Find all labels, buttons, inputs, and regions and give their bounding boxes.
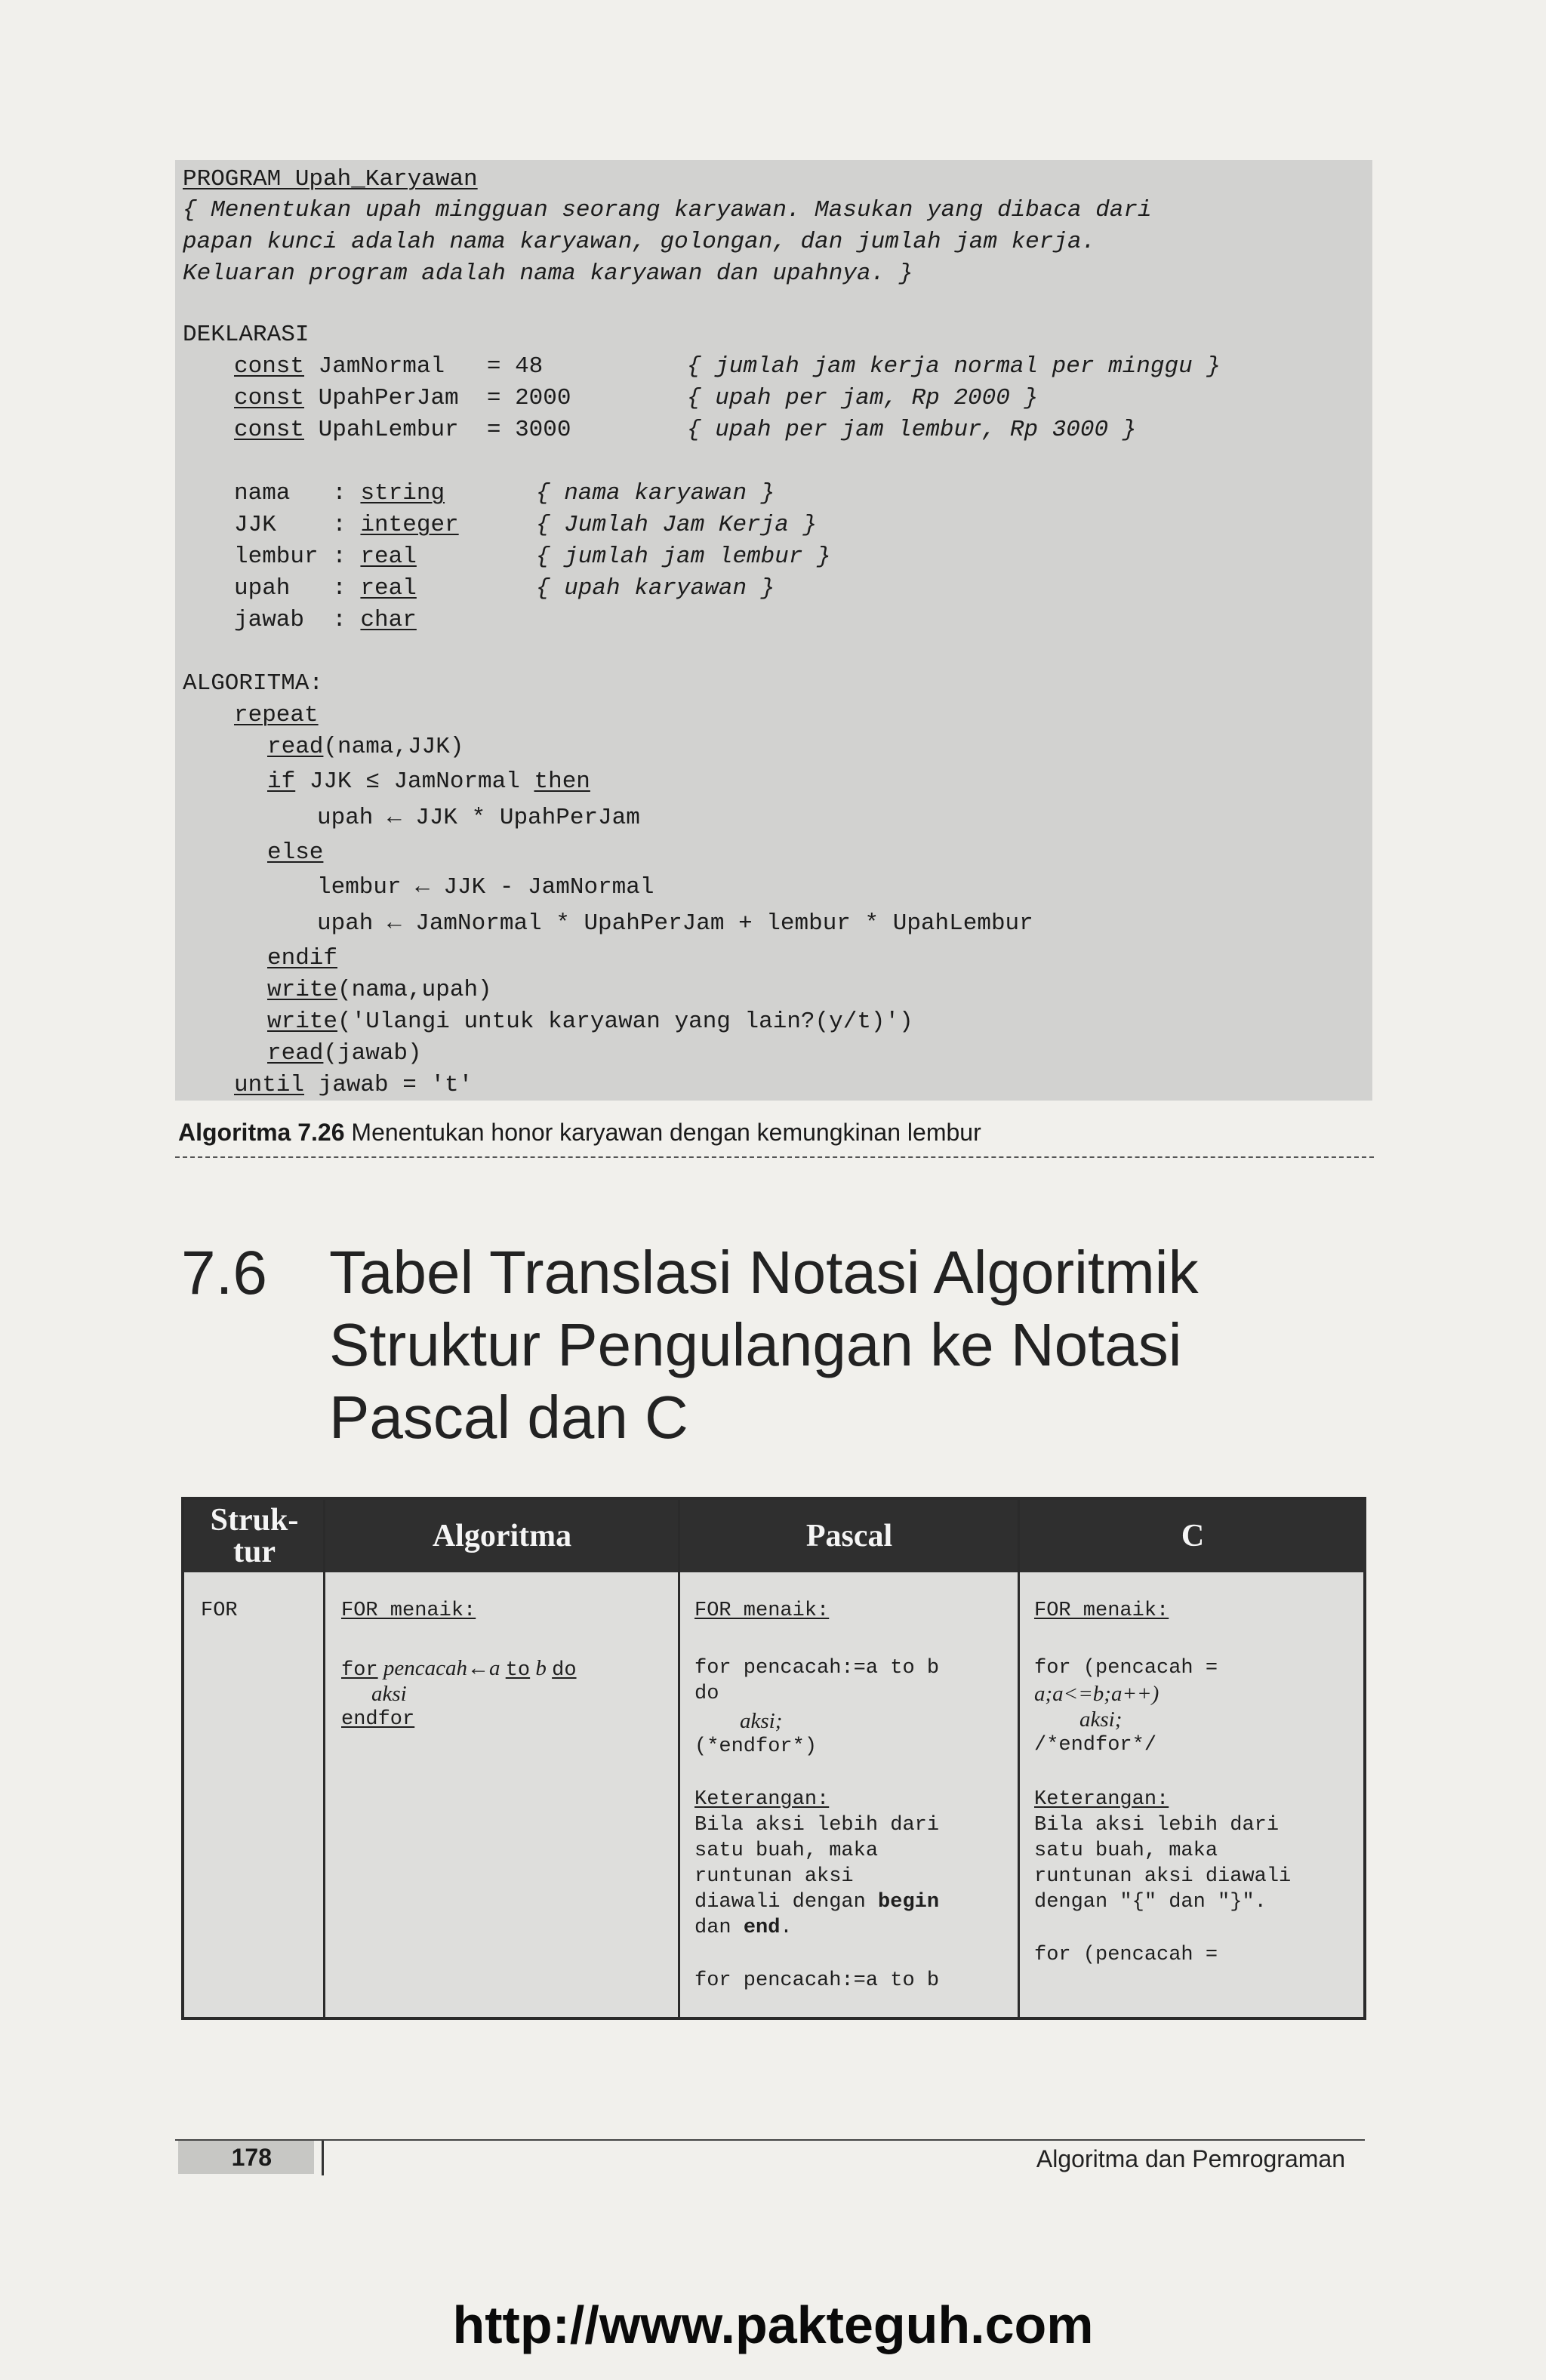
kw-write: write: [267, 1008, 338, 1035]
code-repeat-line: [234, 700, 319, 731]
pascal-ket-4b: begin: [878, 1891, 940, 1914]
until-condition: jawab = 't': [304, 1072, 473, 1098]
code-algoritma: ALGORITMA:: [183, 670, 324, 697]
header-algoritma: Algoritma: [325, 1500, 679, 1572]
kw-endif: endif: [267, 945, 338, 971]
algo-do-kw: do: [552, 1659, 577, 1682]
var-comment-2: { Jumlah Jam Kerja }: [536, 512, 818, 538]
c-heading: FOR menaik:: [1034, 1599, 1169, 1622]
var-type: integer: [360, 512, 459, 538]
code-deklarasi: DEKLARASI: [183, 322, 310, 348]
algorithm-caption: [178, 1119, 981, 1147]
pascal-ket-5: [694, 1915, 793, 1941]
code-read-line-1: [267, 732, 463, 762]
header-struktur-2: tur: [233, 1535, 276, 1569]
read-args: (jawab): [323, 1040, 422, 1067]
code-if-line: [267, 767, 590, 797]
const-comment-3: { upah per jam lembur, Rp 3000 }: [687, 417, 1137, 443]
var-name: upah :: [234, 575, 361, 602]
pascal-ket-label: Keterangan:: [694, 1788, 830, 1811]
code-lembur-line: lembur ← JJK - JamNormal: [317, 874, 654, 901]
c-line-1: for (pencacah =: [1034, 1657, 1218, 1680]
section-number: 7.6: [181, 1239, 267, 1307]
algo-b: b: [530, 1656, 553, 1680]
var-comment-1: { nama karyawan }: [536, 480, 775, 506]
page-number: 178: [178, 2141, 314, 2174]
c-line-4: /*endfor*/: [1034, 1734, 1157, 1757]
pascal-heading: FOR menaik:: [694, 1599, 830, 1622]
algo-aksi: aksi: [371, 1682, 407, 1706]
pascal-last-line: for pencacah:=a to b: [694, 1969, 940, 1992]
code-var-line-5: [234, 605, 417, 636]
kw-read: read: [267, 734, 324, 760]
code-var-line-2: [234, 510, 459, 540]
translation-table: [181, 1497, 1366, 2020]
code-comment-line-3: Keluaran program adalah nama karyawan dan upahnya. }: [183, 260, 913, 287]
const-keyword: const: [234, 417, 305, 443]
code-read-line-2: [267, 1039, 422, 1069]
struktur-cell: FOR: [201, 1599, 238, 1622]
kw-read: read: [267, 1040, 324, 1067]
pascal-ket-4a: diawali dengan: [694, 1891, 879, 1914]
const-decl: UpahPerJam = 2000: [318, 385, 571, 411]
section-title-line-2: Struktur Pengulangan ke Notasi: [329, 1311, 1182, 1378]
algo-for-kw: for: [341, 1659, 378, 1682]
footer-rule: [175, 2139, 1365, 2141]
header-pascal: Pascal: [679, 1500, 1019, 1572]
kw-write: write: [267, 977, 338, 1003]
algo-heading: FOR menaik:: [341, 1599, 476, 1622]
kw-else: else: [267, 839, 324, 866]
pascal-ket-1: Bila aksi lebih dari: [694, 1814, 940, 1837]
var-name: nama :: [234, 480, 361, 506]
code-const-line-2: [234, 383, 571, 414]
c-line-2: a;a<=b;a++): [1034, 1682, 1160, 1706]
book-title: Algoritma dan Pemrograman: [1036, 2145, 1345, 2172]
const-comment-2: { upah per jam, Rp 2000 }: [687, 385, 1039, 411]
code-const-line-3: [234, 415, 571, 445]
page-number-divider: [322, 2141, 324, 2175]
code-program-line: [183, 165, 478, 195]
var-type: real: [360, 543, 417, 570]
column-divider: [1018, 1500, 1020, 2017]
const-comment-1: { jumlah jam kerja normal per minggu }: [687, 353, 1221, 380]
code-comment-line-2: papan kunci adalah nama karyawan, golongan, dan jumlah jam kerja.: [183, 229, 1096, 255]
const-keyword: const: [234, 353, 305, 380]
code-else-line: [267, 838, 323, 868]
code-var-line-1: [234, 479, 445, 509]
var-name: lembur :: [234, 543, 361, 570]
code-upah-line-2: upah ← JamNormal * UpahPerJam + lembur * UpahLembur: [317, 910, 1033, 937]
var-comment-4: { upah karyawan }: [536, 575, 775, 602]
header-struktur: [184, 1500, 325, 1572]
var-type: string: [360, 480, 445, 506]
write-args: (nama,upah): [337, 977, 492, 1003]
header-struktur-text: [211, 1504, 299, 1568]
header-struktur-1: Struk-: [210, 1503, 299, 1538]
code-upah-line-1: upah ← JJK * UpahPerJam: [317, 805, 640, 831]
algo-for-line: [341, 1655, 577, 1683]
code-endif-line: [267, 944, 337, 974]
pascal-line-1: for pencacah:=a to b: [694, 1657, 940, 1680]
kw-if: if: [267, 768, 296, 795]
caption-label: Algoritma 7.26: [178, 1119, 345, 1146]
var-comment-3: { jumlah jam lembur }: [536, 543, 831, 570]
c-ket-label: Keterangan:: [1034, 1788, 1169, 1811]
code-const-line-1: [234, 352, 543, 382]
var-type: real: [360, 575, 417, 602]
section-title-line-3: Pascal dan C: [329, 1384, 688, 1451]
algo-to-kw: to: [505, 1659, 531, 1682]
pascal-line-2: do: [694, 1683, 719, 1705]
algo-for-var: pencacah←a: [377, 1656, 506, 1680]
const-decl: UpahLembur = 3000: [318, 417, 571, 443]
c-line-3: aksi;: [1079, 1707, 1123, 1732]
code-program-text: PROGRAM Upah_Karyawan: [183, 166, 478, 192]
caption-divider: [175, 1156, 1374, 1158]
pascal-line-3: aksi;: [740, 1709, 783, 1733]
code-write-line-1: [267, 975, 492, 1005]
c-last-line: for (pencacah =: [1034, 1944, 1218, 1966]
c-ket-3: runtunan aksi diawali: [1034, 1865, 1292, 1888]
pascal-line-4: (*endfor*): [694, 1735, 818, 1758]
var-name: JJK :: [234, 512, 361, 538]
code-write-line-2: [267, 1007, 913, 1037]
var-type: char: [360, 607, 417, 633]
code-until-line: [234, 1070, 473, 1101]
pascal-ket-5b: end: [743, 1917, 781, 1939]
pascal-ket-5a: dan: [694, 1917, 744, 1939]
c-ket-2: satu buah, maka: [1034, 1840, 1218, 1862]
header-c: C: [1019, 1500, 1366, 1572]
c-ket-1: Bila aksi lebih dari: [1034, 1814, 1280, 1837]
code-comment-line-1: { Menentukan upah mingguan seorang karyawan. Masukan yang dibaca dari: [183, 197, 1152, 223]
c-ket-4: dengan "{" dan "}".: [1034, 1891, 1267, 1914]
caption-text: Menentukan honor karyawan dengan kemungkinan lembur: [344, 1119, 981, 1146]
kw-then: then: [534, 768, 590, 795]
const-keyword: const: [234, 385, 305, 411]
code-listing: [175, 160, 1372, 1101]
column-divider: [678, 1500, 680, 2017]
column-divider: [323, 1500, 325, 2017]
code-var-line-3: [234, 542, 417, 572]
pascal-ket-2: satu buah, maka: [694, 1840, 879, 1862]
pascal-ket-5c: .: [780, 1917, 793, 1939]
watermark-url: http://www.pakteguh.com: [452, 2295, 1094, 2354]
const-decl: JamNormal = 48: [318, 353, 544, 380]
if-condition: JJK ≤ JamNormal: [295, 768, 534, 795]
algo-endfor: endfor: [341, 1708, 415, 1731]
write-args: ('Ulangi untuk karyawan yang lain?(y/t)'): [337, 1008, 913, 1035]
pascal-ket-3: runtunan aksi: [694, 1865, 854, 1888]
section-title-line-1: Tabel Translasi Notasi Algoritmik: [329, 1239, 1199, 1306]
code-var-line-4: [234, 574, 417, 604]
kw-until: until: [234, 1072, 305, 1098]
pascal-ket-4: [694, 1889, 939, 1915]
kw-repeat: repeat: [234, 702, 319, 728]
read-args: (nama,JJK): [323, 734, 464, 760]
var-name: jawab :: [234, 607, 361, 633]
